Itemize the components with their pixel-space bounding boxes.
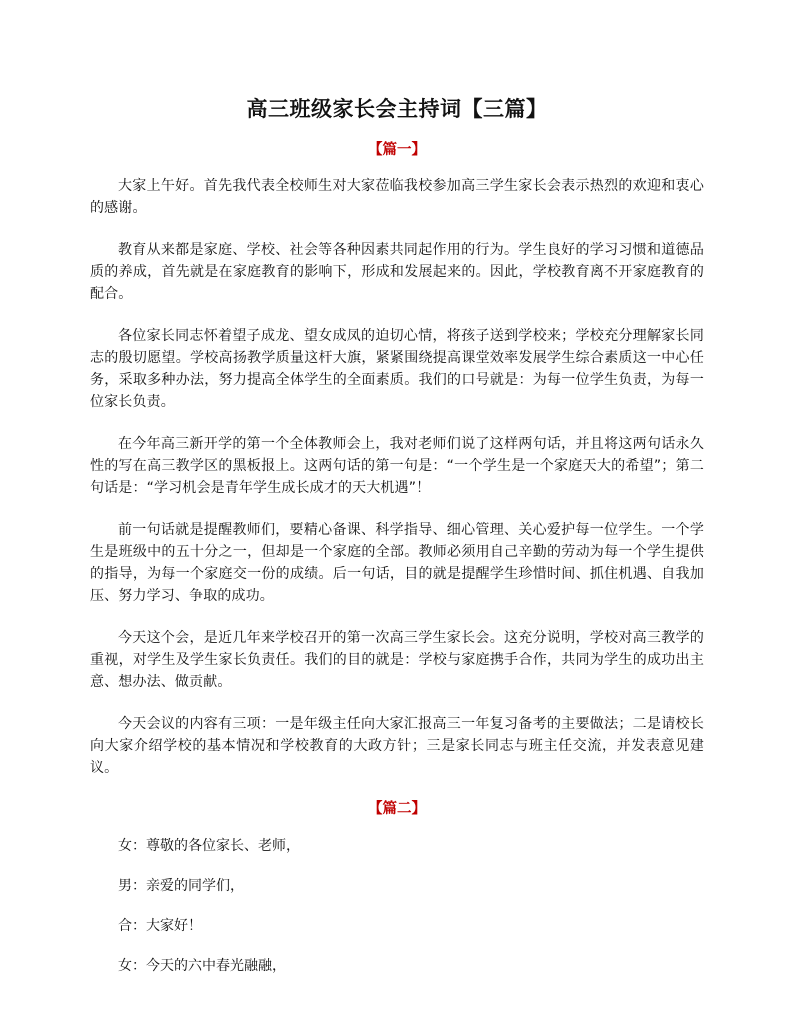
paragraph: 教育从来都是家庭、学校、社会等各种因素共同起作用的行为。学生良好的学习习惯和道德品质的养成，首先就是在家庭教育的影响下，形成和发展起来的。因此，学校教育离不开家庭教育的配合。 bbox=[90, 242, 704, 302]
dialogue-line: 女：今天的六中春光融融， bbox=[118, 958, 286, 974]
paragraph: 在今年高三新开学的第一个全体教师会上，我对老师们说了这样两句话，并且将这两句话永久性的写在高三教学区的黑板报上。这两句话的第一句是：“一个学生是一个家庭天大的希望”；第二句话是：“学习机会是青年学生成长成才的天大机遇”！ bbox=[90, 436, 704, 496]
paragraph: 今天这个会，是近几年来学校召开的第一次高三学生家长会。这充分说明，学校对高三教学的重视，对学生及学生家长负责任。我们的目的就是：学校与家庭携手合作，共同为学生的成功出主意、想办法、做贡献。 bbox=[90, 630, 704, 690]
paragraph: 大家上午好。首先我代表全校师生对大家莅临我校参加高三学生家长会表示热烈的欢迎和衷心的感谢。 bbox=[90, 178, 704, 216]
document-title: 高三班级家长会主持词【三篇】 bbox=[246, 97, 548, 121]
dialogue-line: 合：大家好！ bbox=[118, 918, 202, 934]
section-heading-2: 【篇二】 bbox=[368, 801, 426, 817]
dialogue-line: 男：亲爱的同学们， bbox=[118, 878, 244, 894]
paragraph: 前一句话就是提醒教师们，要精心备课、科学指导、细心管理、关心爱护每一位学生。一个学生是班级中的五十分之一，但却是一个家庭的全部。教师必须用自己辛勤的劳动为每一个学生提供的指导，为每一个家庭交一份的成绩。后一句话，目的就是提醒学生珍惜时间、抓住机遇、自我加压、努力学习、争取的成功。 bbox=[90, 522, 704, 604]
section-heading-1: 【篇一】 bbox=[368, 142, 426, 158]
dialogue-line: 女：尊敬的各位家长、老师， bbox=[118, 838, 300, 854]
paragraph: 各位家长同志怀着望子成龙、望女成凤的迫切心情，将孩子送到学校来；学校充分理解家长同志的殷切愿望。学校高扬教学质量这杆大旗，紧紧围绕提高课堂效率发展学生综合素质这一中心任务，采取多种办法，努力提高全体学生的全面素质。我们的口号就是：为每一位学生负责，为每一位家长负责。 bbox=[90, 328, 704, 410]
paragraph: 今天会议的内容有三项：一是年级主任向大家汇报高三一年复习备考的主要做法；二是请校长向大家介绍学校的基本情况和学校教育的大政方针；三是家长同志与班主任交流，并发表意见建议。 bbox=[90, 716, 704, 776]
